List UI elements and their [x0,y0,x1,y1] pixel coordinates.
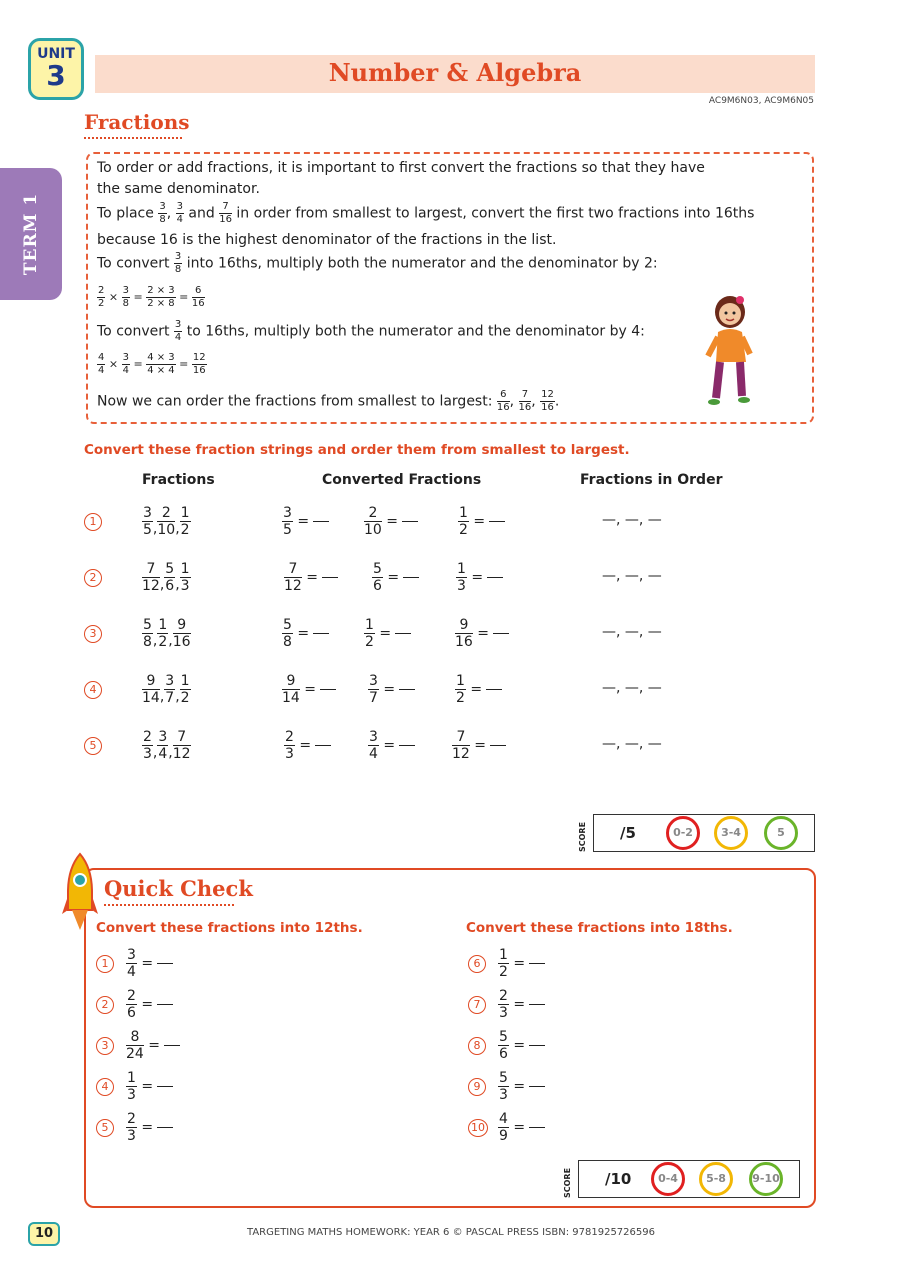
fraction-string: $\frac{9}{14}$ , $\frac{3}{7}$ , $\frac{1}{2}$ [142,673,190,706]
quick-check-question[interactable]: $\frac{2}{6}$ = [126,989,173,1020]
question-number: 5 [96,1119,114,1137]
quick-check-heading: Quick Check [104,876,253,901]
answer-blank [529,1086,545,1087]
fraction-string: $\frac{7}{12}$ , $\frac{5}{6}$ , $\frac{1}{3}$ [142,561,190,594]
answer-blank [529,1127,545,1128]
answer-blank [322,577,338,578]
converted-fraction[interactable]: $\frac{2}{3}$ = [284,730,331,761]
answer-blank [157,1086,173,1087]
score-total: /5 [620,824,636,842]
fraction: $\frac{3}{5}$ [143,505,152,538]
fraction: $\frac{3}{8}$ [174,251,182,275]
answer-blank [157,1004,173,1005]
curriculum-codes: AC9M6N03, AC9M6N05 [708,96,814,106]
quick-check-question[interactable]: $\frac{2}{3}$ = [498,989,545,1020]
converted-fraction[interactable]: $\frac{5}{6}$ = [372,562,419,593]
info-line-4: because 16 is the highest denominator of the fractions in the list. [97,232,557,248]
answer-blank [403,577,419,578]
qc-right-instruction: Convert these fractions into 18ths. [466,920,733,936]
girl-illustration [700,292,764,410]
answer-blank [489,521,505,522]
info-line-9: Now we can order the fractions from smallest to largest: $\frac{6}{16}$ , $\frac{7}{16}$ , $\frac{12}{16}$ . [97,389,560,413]
fraction: $\frac{7}{12}$ [172,729,191,762]
quick-check-question[interactable]: $\frac{3}{4}$ = [126,948,173,979]
order-answer[interactable]: —, —, — [602,512,662,528]
equation-1: $\frac{2}{2}$ × $\frac{3}{8}$ = $\frac{2 \times 3}{2 \times 8}$ = $\frac{6}{16}$ [98,285,205,309]
converted-fraction[interactable]: $\frac{2}{10}$ = [364,506,418,537]
answer-blank [493,633,509,634]
exercise-instruction: Convert these fraction strings and order them from smallest to largest. [84,442,630,458]
converted-fraction[interactable]: $\frac{3}{7}$ = [368,674,415,705]
footer-text: TARGETING MATHS HOMEWORK: YEAR 6 © PASCAL PRESS ISBN: 9781925726596 [247,1227,655,1238]
answer-blank [157,963,173,964]
answer-blank [402,521,418,522]
score-label: SCORE [563,1167,572,1198]
section-heading: Fractions [84,110,190,134]
answer-blank [487,577,503,578]
fraction: $\frac{3}{4}$ [176,201,183,225]
converted-fraction[interactable]: $\frac{3}{5}$ = [282,506,329,537]
fraction: $\frac{1}{2}$ [180,673,190,706]
answer-blank [486,689,502,690]
question-number: 4 [96,1078,114,1096]
equation-2: $\frac{4}{4}$ × $\frac{3}{4}$ = $\frac{4 \times 3}{4 \times 4}$ = $\frac{12}{16}$ [98,352,206,376]
question-number: 6 [468,955,486,973]
question-number: 2 [96,996,114,1014]
answer-blank [399,745,415,746]
fraction: $\frac{7}{12}$ [142,561,160,594]
question-number: 8 [468,1037,486,1055]
order-answer[interactable]: —, —, — [602,624,662,640]
question-number: 1 [96,955,114,973]
converted-fraction[interactable]: $\frac{7}{12}$ = [284,562,338,593]
order-answer[interactable]: —, —, — [602,568,662,584]
score-range-mid: 5-8 [699,1162,733,1196]
fraction: $\frac{3}{8}$ [159,201,166,225]
order-answer[interactable]: —, —, — [602,736,662,752]
converted-fraction[interactable]: $\frac{3}{4}$ = [368,730,415,761]
col-converted: Converted Fractions [322,472,482,488]
heading-underline [84,137,182,139]
fraction: $\frac{7}{16}$ [219,201,232,225]
question-number: 5 [84,737,102,755]
quick-check-question[interactable]: $\frac{1}{2}$ = [498,948,545,979]
fraction: $\frac{9}{16}$ [172,617,191,650]
info-line-2: the same denominator. [97,181,260,197]
unit-number: 3 [46,59,66,92]
converted-fraction[interactable]: $\frac{5}{8}$ = [282,618,329,649]
question-number: 3 [96,1037,114,1055]
question-number: 4 [84,681,102,699]
quick-check-question[interactable]: $\frac{1}{3}$ = [126,1071,173,1102]
answer-blank [399,689,415,690]
col-fractions: Fractions [142,472,215,488]
answer-blank [490,745,506,746]
converted-fraction[interactable]: $\frac{1}{2}$ = [364,618,411,649]
question-number: 3 [84,625,102,643]
quick-check-box [84,868,816,1208]
converted-fraction[interactable]: $\frac{1}{2}$ = [455,674,502,705]
score-range-low: 0-4 [651,1162,685,1196]
answer-blank [395,633,411,634]
question-number: 2 [84,569,102,587]
fraction-string: $\frac{3}{5}$ , $\frac{2}{10}$ , $\frac{1}{2}$ [143,505,190,538]
order-answer[interactable]: —, —, — [602,680,662,696]
fraction: $\frac{1}{2}$ [180,505,190,538]
score-label: SCORE [578,821,587,852]
converted-fraction[interactable]: $\frac{1}{3}$ = [456,562,503,593]
answer-blank [164,1045,180,1046]
fraction: $\frac{1}{3}$ [180,561,190,594]
fraction: $\frac{3}{7}$ [165,673,175,706]
rocket-icon [62,852,98,932]
answer-blank [529,1045,545,1046]
fraction: $\frac{3}{4}$ [158,729,168,762]
fraction: $\frac{2}{10}$ [157,505,176,538]
answer-blank [157,1127,173,1128]
converted-fraction[interactable]: $\frac{9}{16}$ = [455,618,509,649]
answer-blank [313,633,329,634]
answer-blank [315,745,331,746]
info-line-7: To convert $\frac{3}{4}$ to 16ths, multiply both the numerator and the denominator by 4: [97,319,645,343]
quick-check-question[interactable]: $\frac{5}{6}$ = [498,1030,545,1061]
term-label: TERM 1 [21,192,41,276]
question-number: 7 [468,996,486,1014]
quick-check-question[interactable]: $\frac{4}{9}$ = [498,1112,545,1143]
fraction: $\frac{9}{14}$ [142,673,160,706]
score-range-high: 9-10 [749,1162,783,1196]
fraction: $\frac{1}{2}$ [158,617,168,650]
score-range-mid: 3-4 [714,816,748,850]
info-line-5: To convert $\frac{3}{8}$ into 16ths, multiply both the numerator and the denominator by 2: [97,251,658,275]
fraction: $\frac{3}{4}$ [174,319,182,343]
question-number: 1 [84,513,102,531]
converted-fraction[interactable]: $\frac{1}{2}$ = [458,506,505,537]
answer-blank [529,963,545,964]
quick-check-question[interactable]: $\frac{5}{3}$ = [498,1071,545,1102]
score-range-low: 0-2 [666,816,700,850]
col-order: Fractions in Order [580,472,723,488]
answer-blank [529,1004,545,1005]
question-number: 9 [468,1078,486,1096]
score-range-high: 5 [764,816,798,850]
heading-underline [104,904,234,906]
answer-blank [313,521,329,522]
fraction: $\frac{2}{3}$ [143,729,152,762]
page-title: Number & Algebra [328,58,582,87]
question-number: 10 [468,1119,488,1137]
quick-check-question[interactable]: $\frac{8}{24}$ = [126,1030,180,1061]
fraction: $\frac{5}{8}$ [143,617,152,650]
fraction-string: $\frac{2}{3}$ , $\frac{3}{4}$ , $\frac{7}{12}$ [143,729,191,762]
fraction: $\frac{5}{6}$ [165,561,175,594]
unit-badge [28,38,84,100]
converted-fraction[interactable]: $\frac{9}{14}$ = [282,674,336,705]
qc-left-instruction: Convert these fractions into 12ths. [96,920,363,936]
score-total: /10 [605,1170,632,1188]
quick-check-question[interactable]: $\frac{2}{3}$ = [126,1112,173,1143]
converted-fraction[interactable]: $\frac{7}{12}$ = [452,730,506,761]
unit-word: UNIT [37,46,75,62]
fraction-string: $\frac{5}{8}$ , $\frac{1}{2}$ , $\frac{9}{16}$ [143,617,191,650]
page-number: 10 [28,1222,60,1246]
answer-blank [320,689,336,690]
info-line-1: To order or add fractions, it is important to first convert the fractions so that they have [97,160,705,176]
info-line-3: To place $\frac{3}{8}$ , $\frac{3}{4}$ and $\frac{7}{16}$ in order from smallest to largest, convert the first two fractions into 16ths [97,201,755,225]
